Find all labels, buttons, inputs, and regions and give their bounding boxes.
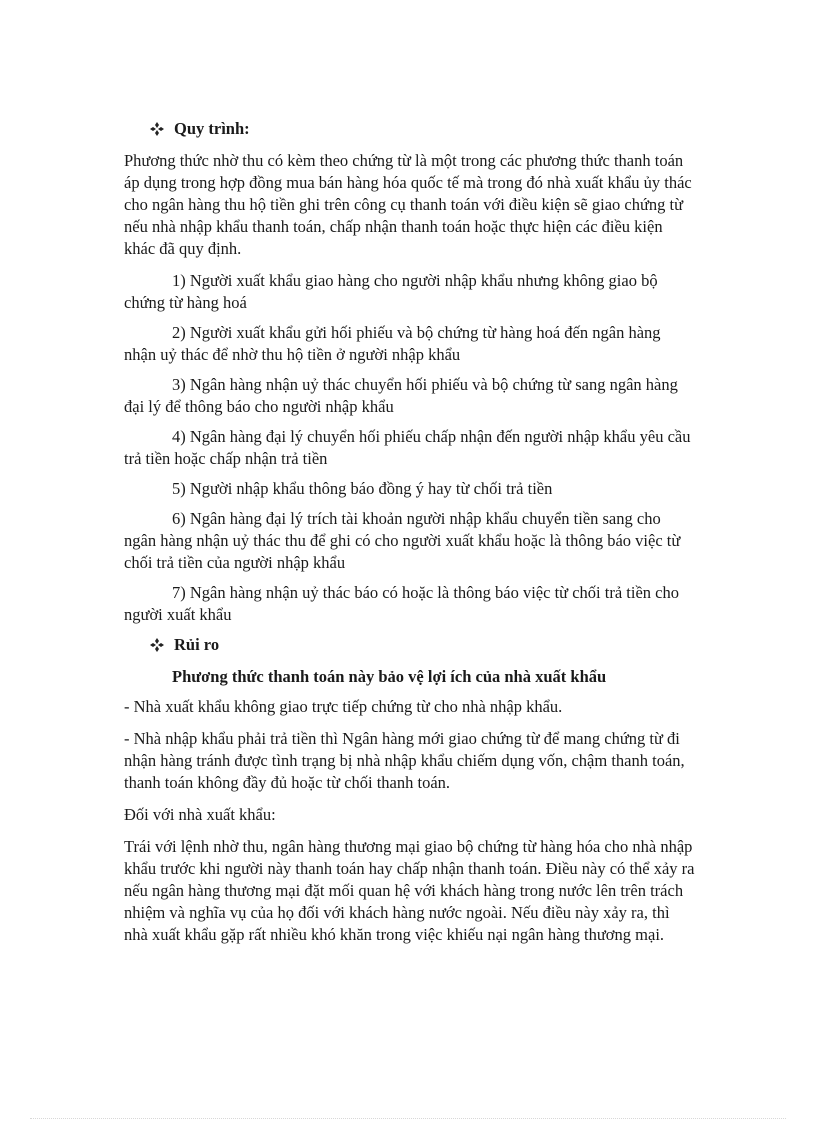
exporter-label: Đối với nhà xuất khẩu:	[124, 805, 276, 824]
intro-paragraph: Phương thức nhờ thu có kèm theo chứng từ là một trong các phương thức thanh toán áp dụng trong hợp đồng mua bán hàng hóa quốc tế mà trong đó nhà xuất khẩu ủy thác cho ngân hàng thu hộ tiền ghi trên công cụ thanh toán với điều kiện sẽ giao chứng từ nếu nhà nhập khẩu thanh toán, chấp nhận thanh toán hoặc thực hiện các điều kiện khác đã quy định.	[124, 151, 692, 258]
process-step: 1) Người xuất khẩu giao hàng cho người nhập khẩu nhưng không giao bộ chứng từ hàng hoá	[124, 271, 658, 312]
risk-point: - Nhà nhập khẩu phải trả tiền thì Ngân hàng mới giao chứng từ để mang chứng từ đi nhận hàng tránh được tình trạng bị nhà nhập khẩu chiếm dụng vốn, chậm thanh toán, thanh toán không đầy đủ hoặc từ chối thanh toán.	[124, 729, 685, 792]
risk-subheading: Phương thức thanh toán này bảo vệ lợi ích của nhà xuất khẩu	[172, 667, 607, 686]
process-step: 4) Ngân hàng đại lý chuyển hối phiếu chấp nhận đến người nhập khẩu yêu cầu trả tiền hoặc chấp nhận trả tiền	[124, 427, 691, 468]
four-diamond-bullet-icon	[150, 122, 164, 136]
process-step: 3) Ngân hàng nhận uỷ thác chuyển hối phiếu và bộ chứng từ sang ngân hàng đại lý để thông báo cho người nhập khẩu	[124, 375, 678, 416]
page-bottom-divider	[30, 1118, 786, 1119]
document-body	[124, 118, 696, 956]
section-heading-text: Rủi ro	[174, 635, 220, 654]
risk-point: - Nhà xuất khẩu không giao trực tiếp chứng từ cho nhà nhập khẩu.	[124, 697, 563, 716]
four-diamond-bullet-icon	[150, 638, 164, 652]
process-step: 7) Ngân hàng nhận uỷ thác báo có hoặc là thông báo việc từ chối trả tiền cho người xuất khẩu	[124, 583, 679, 624]
process-step: 6) Ngân hàng đại lý trích tài khoản người nhập khẩu chuyển tiền sang cho ngân hàng nhận uỷ thác thu để ghi có cho người xuất khẩu hoặc là thông báo việc từ chối trả tiền của người nhập khẩu	[124, 509, 681, 572]
section-heading-risk	[150, 634, 696, 656]
section-heading-text: Quy trình:	[174, 119, 250, 138]
process-step: 2) Người xuất khẩu gửi hối phiếu và bộ chứng từ hàng hoá đến ngân hàng nhận uỷ thác để nhờ thu hộ tiền ở người nhập khẩu	[124, 323, 661, 364]
exporter-paragraph: Trái với lệnh nhờ thu, ngân hàng thương mại giao bộ chứng từ hàng hóa cho nhà nhập khẩu trước khi người này thanh toán hay chấp nhận thanh toán. Điều này có thể xảy ra nếu ngân hàng thương mại đặt mối quan hệ với khách hàng trong nước lên trên trách nhiệm và nghĩa vụ của họ đối với khách hàng nước ngoài. Nếu điều này xảy ra, thì nhà xuất khẩu gặp rất nhiều khó khăn trong việc khiếu nại ngân hàng thương mại.	[124, 837, 695, 944]
process-step: 5) Người nhập khẩu thông báo đồng ý hay từ chối trả tiền	[172, 479, 553, 498]
section-heading-process	[150, 118, 696, 140]
